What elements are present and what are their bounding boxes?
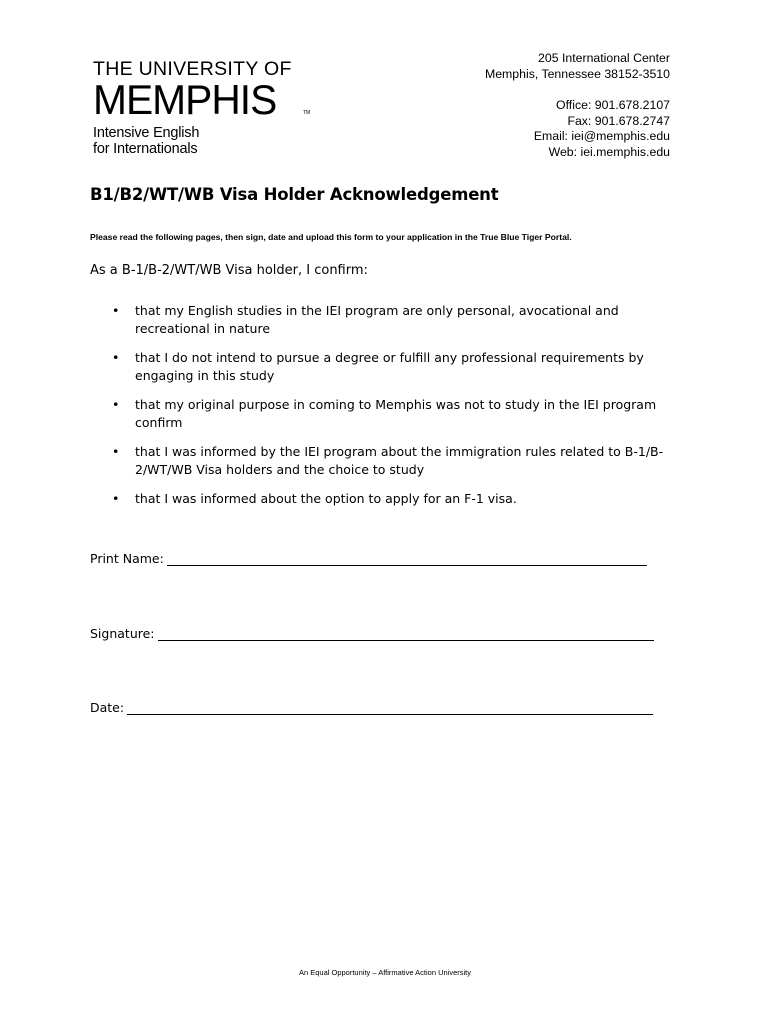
signature-input[interactable] (158, 626, 654, 641)
bullet-icon: • (112, 303, 120, 318)
university-logo (93, 58, 323, 157)
logo-trademark: TM (303, 110, 311, 116)
instructions-text: Please read the following pages, then sign, date and upload this form to your application in the True Blue Tiger Portal. (90, 232, 572, 242)
print-name-input[interactable] (167, 551, 647, 566)
bullet-icon: • (112, 491, 120, 506)
list-item (112, 490, 672, 508)
date-field (90, 700, 653, 715)
date-label: Date: (90, 700, 125, 715)
logo-line-1: THE UNIVERSITY OF (93, 58, 292, 80)
list-item (112, 302, 672, 338)
fax-number: Fax: 901.678.2747 (567, 113, 670, 128)
signature-label: Signature: (90, 626, 155, 641)
confirmation-list (112, 302, 672, 519)
contact-block (485, 51, 670, 160)
bullet-icon: • (112, 444, 120, 459)
list-item-text: that my English studies in the IEI program are only personal, avocational and recreational in nature (135, 303, 619, 336)
list-item-text: that I was informed about the option to apply for an F-1 visa. (135, 491, 517, 506)
email-address: Email: iei@memphis.edu (533, 129, 670, 143)
list-item (112, 396, 672, 432)
logo-subtitle-1: Intensive English (93, 125, 200, 141)
list-item-text: that I was informed by the IEI program about the immigration rules related to B-1/B-2/WT/WB Visa holders and the choice to study (135, 444, 664, 477)
date-input[interactable] (127, 700, 653, 715)
bullet-icon: • (112, 350, 120, 365)
list-item-text: that I do not intend to pursue a degree or fulfill any professional requirements by engaging in this study (135, 350, 644, 383)
print-name-field (90, 551, 647, 566)
list-item (112, 443, 672, 479)
web-address: Web: iei.memphis.edu (548, 144, 670, 159)
logo-line-2: MEMPHIS (93, 76, 277, 123)
footer-text: An Equal Opportunity – Affirmative Action University (298, 968, 472, 977)
document-title: B1/B2/WT/WB Visa Holder Acknowledgement (90, 185, 499, 204)
print-name-label: Print Name: (90, 551, 164, 566)
address-line-1: 205 International Center (538, 51, 670, 65)
logo-subtitle (93, 125, 323, 157)
list-item (112, 349, 672, 385)
list-item-text: that my original purpose in coming to Memphis was not to study in the IEI program confirm (135, 397, 657, 430)
office-phone: Office: 901.678.2107 (556, 98, 670, 112)
signature-field (90, 626, 654, 641)
address-line-2: Memphis, Tennessee 38152-3510 (484, 66, 670, 81)
bullet-icon: • (112, 397, 120, 412)
logo-subtitle-2: for Internationals (93, 141, 198, 157)
intro-text: As a B-1/B-2/WT/WB Visa holder, I confirm: (90, 263, 368, 278)
